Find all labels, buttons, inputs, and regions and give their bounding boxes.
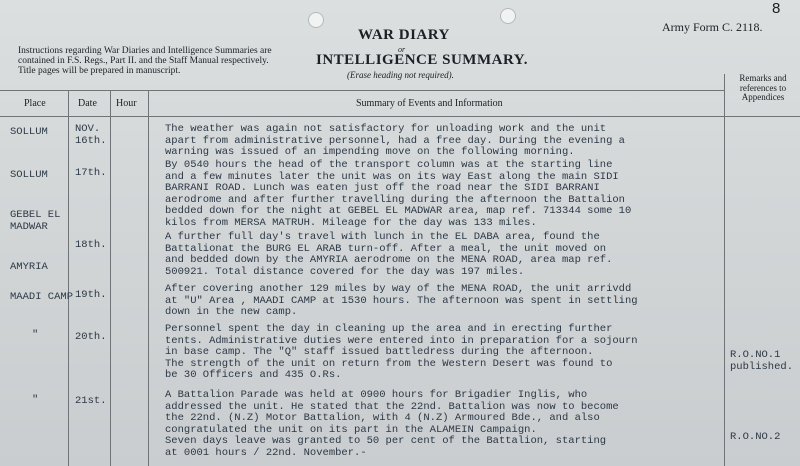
summary-line: congratulated the unit on its part in the ALAMEIN Campaign.	[165, 423, 537, 436]
summary-line: A Battalion Parade was held at 0900 hours for Brigadier Inglis, who	[165, 389, 588, 401]
entry-date: 20th.	[75, 331, 107, 343]
summary-line: Battalionat the BURG EL ARAB turn-off. After a meal, the unit moved on	[165, 242, 607, 255]
title-war-diary: WAR DIARY	[358, 27, 450, 43]
army-form-label: Army Form C. 2118.	[662, 20, 763, 34]
summary-line: aerodrome and after further travelling during the afternoon the Battalion	[165, 193, 625, 206]
summary-line: and bedded down by the AMYRIA aerodrome on the MENA ROAD, area map ref.	[165, 254, 613, 266]
entry-place: AMYRIA	[10, 261, 48, 273]
summary-line: The strength of the unit on return from the Western Desert was found to	[165, 357, 613, 370]
title-intelligence-summary: INTELLIGENCE SUMMARY.	[316, 52, 528, 68]
entry-summary	[165, 284, 720, 319]
summary-line: 500921. Total distance covered for the day was 197 miles.	[165, 265, 525, 278]
page-number: 8	[772, 0, 781, 17]
summary-line: and a few minutes later the unit was on its way East along the main SIDI	[165, 170, 619, 183]
summary-line: be 30 Officers and 435 O.Rs.	[165, 369, 342, 381]
column-divider	[68, 90, 69, 466]
remarks-column-header: Remarks and references to Appendices	[739, 73, 787, 102]
entry-place: "	[32, 394, 39, 406]
column-divider	[110, 90, 111, 466]
entry-place: GEBEL EL MADWAR	[10, 209, 61, 233]
summary-line: Personnel spent the day in cleaning up the area and in erecting further	[165, 323, 613, 335]
summary-line: Seven days leave was granted to 50 per cent of the Battalion, starting	[165, 435, 607, 447]
entry-place: SOLLUM	[10, 169, 48, 181]
title-or: or	[398, 45, 406, 54]
entry-summary	[165, 124, 720, 159]
entry-place: "	[32, 329, 39, 341]
summary-line: tents. Administrative duties were entered into in preparation for a sojourn	[165, 334, 638, 347]
summary-line: addressed the unit. He stated that the 22nd. Battalion was now to become	[165, 400, 619, 413]
header-top-rule	[0, 90, 724, 91]
column-divider	[724, 74, 725, 466]
punch-hole	[308, 12, 324, 28]
entry-summary	[165, 324, 720, 382]
instructions-text: Instructions regarding War Diaries and Intelligence Summaries are contained in F.S. Regs., Part II. and the Staff Manual respectively. Title pages will be prepared in manuscript.	[18, 46, 272, 76]
title-erase-note: (Erase heading not required).	[347, 70, 454, 80]
summary-line: at "U" Area , MAADI CAMP at 1530 hours. The afternoon was spent in settling	[165, 294, 638, 307]
entry-place: SOLLUM	[10, 126, 48, 138]
summary-line: the 22nd. (N.Z) Motor Battalion, with 4 (N.Z) Armoured Bde., and also	[165, 412, 600, 424]
summary-line: in base camp. The "Q" staff issued battledress during the afternoon.	[165, 346, 594, 358]
entry-date: 21st.	[75, 395, 107, 407]
summary-line: After covering another 129 miles by way of the MENA ROAD, the unit arrivdd	[165, 283, 632, 295]
summary-line: By 0540 hours the head of the transport column was at the starting line	[165, 159, 613, 171]
summary-line: at 0001 hours / 22nd. November.-	[165, 446, 367, 459]
punch-hole	[500, 8, 516, 24]
summary-line: warning was issued of an impending move on the following morning.	[165, 146, 575, 158]
entry-remark: R.O.NO.1 published.	[730, 349, 794, 373]
column-header-date: Date	[78, 98, 97, 109]
summary-line: A further full day's travel with lunch in the EL DABA area, found the	[165, 231, 600, 243]
column-header-hour: Hour	[116, 98, 137, 109]
summary-line: kilos from MERSA MATRUH. Mileage for the day was 133 miles.	[165, 216, 537, 229]
entry-summary	[165, 160, 720, 229]
summary-line: bedded down for the night at GEBEL EL MADWAR area, map ref. 713344 some 10	[165, 205, 632, 217]
summary-line: apart from administrative personnel, had a free day. During the evening a	[165, 134, 625, 147]
summary-line: down in the new camp.	[165, 306, 298, 318]
summary-line: BARRANI ROAD. Lunch was eaten just off the road near the SIDI BARRANI	[165, 182, 600, 194]
entry-summary	[165, 232, 720, 278]
column-header-place: Place	[24, 98, 46, 109]
entry-place: MAADI CAMP	[10, 291, 74, 303]
entry-summary	[165, 390, 720, 459]
column-header-summary: Summary of Events and Information	[356, 98, 503, 109]
entry-remark: R.O.NO.2	[730, 431, 781, 443]
column-divider	[148, 90, 149, 466]
entry-date: 18th.	[75, 239, 107, 251]
summary-line: The weather was again not satisfactory for unloading work and the unit	[165, 123, 607, 135]
entry-date: 17th.	[75, 167, 107, 179]
entry-date: NOV. 16th.	[75, 123, 107, 147]
header-bottom-rule	[0, 116, 800, 117]
entry-date: 19th.	[75, 289, 107, 301]
